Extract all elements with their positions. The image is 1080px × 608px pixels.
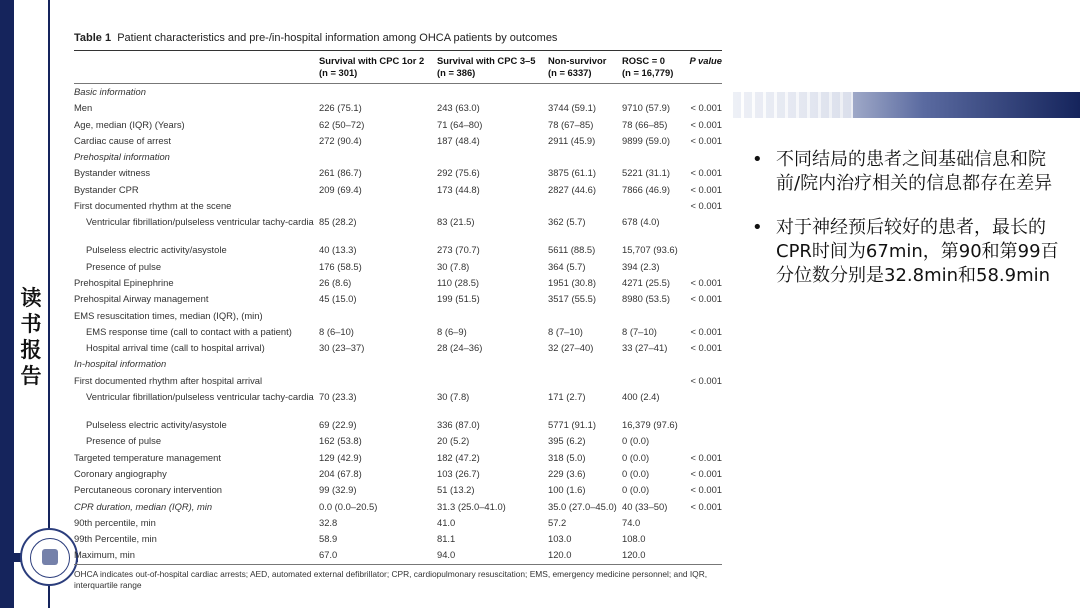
table-row — [74, 275, 722, 291]
table-cell: < 0.001 — [690, 118, 722, 130]
table-cell — [684, 417, 722, 433]
row-label: Presence of pulse — [86, 435, 162, 447]
left-divider-line — [48, 0, 50, 608]
bullet-item — [748, 216, 1068, 288]
table-cell: 129 (42.9) — [319, 451, 362, 463]
row-label: First documented rhythm after hospital arrival — [74, 374, 263, 386]
row-label: Men — [74, 102, 93, 114]
table-cell: 171 (2.7) — [548, 391, 586, 403]
bullet-dot-icon: • — [752, 217, 763, 238]
table-cell: 41.0 — [437, 516, 456, 528]
table-cell: < 0.001 — [690, 102, 722, 114]
table-cell: < 0.001 — [690, 134, 722, 146]
table-cell — [684, 391, 722, 417]
bullet-dot-icon: • — [752, 149, 763, 170]
table-cell — [684, 433, 722, 449]
table-cell: < 0.001 — [690, 183, 722, 195]
table-row — [74, 433, 722, 449]
table-cell: 4271 (25.5) — [622, 276, 670, 288]
table-title-text: Patient characteristics and pre-/in-hospital information among OHCA patients by outcomes — [117, 32, 558, 44]
table-cell: 678 (4.0) — [622, 216, 660, 228]
table-row — [74, 356, 722, 372]
table-cell — [548, 149, 622, 165]
table-cell — [437, 198, 548, 214]
table-cell: 58.9 — [319, 533, 338, 545]
table-cell — [548, 356, 622, 372]
table-cell: 32.8 — [319, 516, 338, 528]
row-label: Bystander witness — [74, 167, 151, 179]
column-header-line1: ROSC = 0 — [622, 55, 665, 66]
table-cell: 173 (44.8) — [437, 183, 480, 195]
table-row — [74, 165, 722, 181]
row-label: Coronary angiography — [74, 467, 167, 479]
table-cell: 0 (0.0) — [622, 435, 650, 447]
table-row — [74, 450, 722, 466]
table-cell — [437, 84, 548, 100]
table-cell — [319, 84, 437, 100]
table-cell: 8 (7–10) — [622, 325, 657, 337]
table-row — [74, 182, 722, 198]
row-label: Prehospital Airway management — [74, 293, 209, 305]
column-header-line2: (n = 386) — [437, 67, 476, 78]
table-row — [74, 198, 722, 214]
column-header-line2: (n = 6337) — [548, 67, 592, 78]
table-cell: < 0.001 — [690, 200, 722, 212]
table-title-label: Table 1 — [74, 32, 112, 44]
row-label: Pulseless electric activity/asystole — [86, 244, 227, 256]
table-cell: 7866 (46.9) — [622, 183, 670, 195]
table-cell: 110 (28.5) — [437, 276, 480, 288]
table-cell: 395 (6.2) — [548, 435, 586, 447]
table-cell: 0.0 (0.0–20.5) — [319, 500, 378, 512]
table-cell: 103 (26.7) — [437, 467, 480, 479]
table-cell: 74.0 — [622, 516, 641, 528]
table-row — [74, 84, 722, 100]
table-row — [74, 466, 722, 482]
table-cell — [437, 308, 548, 324]
table-cell — [319, 308, 437, 324]
table-cell: 2911 (45.9) — [548, 134, 596, 146]
table-cell: < 0.001 — [690, 374, 722, 386]
table-cell: 229 (3.6) — [548, 467, 586, 479]
decorative-gradient-band — [733, 92, 1080, 118]
table-row — [74, 242, 722, 258]
table-cell — [548, 198, 622, 214]
table-cell: < 0.001 — [690, 484, 722, 496]
column-header — [74, 55, 319, 79]
table-cell: 35.0 (27.0–45.0) — [548, 500, 617, 512]
table-row — [74, 482, 722, 498]
university-emblem-icon — [20, 528, 78, 586]
table-cell — [622, 198, 684, 214]
table-cell: 99 (32.9) — [319, 484, 357, 496]
table-row — [74, 373, 722, 389]
table-body — [74, 84, 722, 564]
side-label-char: 报 — [20, 337, 42, 362]
table-cell — [548, 308, 622, 324]
table-cell: 62 (50–72) — [319, 118, 365, 130]
row-label: Presence of pulse — [86, 260, 162, 272]
table-cell: 1951 (30.8) — [548, 276, 596, 288]
table-title — [74, 32, 722, 44]
row-label: Ventricular fibrillation/pulseless ventricular tachy-cardia — [86, 216, 314, 228]
row-label: EMS resuscitation times, median (IQR), (min) — [74, 309, 263, 321]
table-cell: 394 (2.3) — [622, 260, 660, 272]
emblem-core — [42, 549, 58, 565]
table-cell — [319, 149, 437, 165]
side-label-char: 书 — [20, 311, 42, 336]
table-row — [74, 149, 722, 165]
table-row — [74, 531, 722, 547]
patient-characteristics-table — [74, 32, 722, 591]
table-row — [74, 340, 722, 356]
table-row — [74, 417, 722, 433]
table-row — [74, 214, 722, 242]
table-cell: 40 (13.3) — [319, 244, 357, 256]
table-cell: < 0.001 — [690, 325, 722, 337]
row-label: Cardiac cause of arrest — [74, 134, 171, 146]
row-label: Ventricular fibrillation/pulseless ventricular tachy-cardia — [86, 391, 314, 403]
table-cell: 70 (23.3) — [319, 391, 357, 403]
table-cell: 9899 (59.0) — [622, 134, 670, 146]
column-header — [319, 55, 437, 79]
table-row — [74, 547, 722, 563]
table-cell: 28 (24–36) — [437, 342, 483, 354]
table-cell: < 0.001 — [690, 451, 722, 463]
row-label: Bystander CPR — [74, 183, 139, 195]
table-cell: < 0.001 — [690, 467, 722, 479]
table-cell: 5771 (91.1) — [548, 419, 596, 431]
table-cell — [548, 84, 622, 100]
row-label: Maximum, min — [74, 549, 135, 561]
bullet-item — [748, 148, 1068, 196]
row-label: Hospital arrival time (call to hospital arrival) — [86, 342, 265, 354]
table-cell: 8 (7–10) — [548, 325, 583, 337]
table-cell: 40 (33–50) — [622, 500, 668, 512]
row-label: Basic information — [74, 86, 146, 97]
table-cell: 26 (8.6) — [319, 276, 352, 288]
table-row — [74, 291, 722, 307]
table-cell: 3744 (59.1) — [548, 102, 596, 114]
column-header-line2: (n = 301) — [319, 67, 358, 78]
left-navy-stripe — [0, 0, 14, 608]
table-cell: 67.0 — [319, 549, 338, 561]
table-cell: 362 (5.7) — [548, 216, 586, 228]
emblem-ring — [30, 538, 70, 578]
table-row — [74, 515, 722, 531]
row-label: Prehospital information — [74, 151, 170, 163]
table-cell: 318 (5.0) — [548, 451, 586, 463]
table-cell: 32 (27–40) — [548, 342, 594, 354]
row-label: Pulseless electric activity/asystole — [86, 419, 227, 431]
table-row — [74, 133, 722, 149]
table-cell: 2827 (44.6) — [548, 183, 596, 195]
table-cell: 78 (67–85) — [548, 118, 594, 130]
bullet-text: 不同结局的患者之间基础信息和院前/院内治疗相关的信息都存在差异 — [776, 149, 1053, 194]
table-cell: 272 (90.4) — [319, 134, 362, 146]
table-cell: 9710 (57.9) — [622, 102, 670, 114]
table-row — [74, 117, 722, 133]
table-cell: 94.0 — [437, 549, 456, 561]
table-cell: < 0.001 — [690, 500, 722, 512]
table-cell: 81.1 — [437, 533, 456, 545]
column-header-line2: (n = 16,779) — [622, 67, 674, 78]
table-cell: 162 (53.8) — [319, 435, 362, 447]
table-cell — [622, 149, 684, 165]
table-cell — [319, 198, 437, 214]
table-cell: < 0.001 — [690, 342, 722, 354]
table-cell: 204 (67.8) — [319, 467, 362, 479]
table-cell: 5221 (31.1) — [622, 167, 670, 179]
table-cell — [622, 84, 684, 100]
table-cell: 15,707 (93.6) — [622, 244, 678, 256]
side-label — [14, 285, 48, 389]
table-cell: 292 (75.6) — [437, 167, 480, 179]
table-cell — [622, 373, 684, 389]
table-cell: 16,379 (97.6) — [622, 419, 678, 431]
table-cell: 261 (86.7) — [319, 167, 362, 179]
table-cell: 0 (0.0) — [622, 451, 650, 463]
column-header-line1: Survival with CPC 1or 2 — [319, 55, 425, 66]
table-cell: 199 (51.5) — [437, 293, 480, 305]
table-cell — [684, 84, 722, 100]
table-cell: 57.2 — [548, 516, 567, 528]
table-cell — [622, 356, 684, 372]
table-cell — [684, 531, 722, 547]
row-label: EMS response time (call to contact with a patient) — [86, 325, 292, 337]
table-cell: 209 (69.4) — [319, 183, 362, 195]
table-cell: 33 (27–41) — [622, 342, 668, 354]
row-label: Age, median (IQR) (Years) — [74, 118, 185, 130]
table-footnote: OHCA indicates out-of-hospital cardiac arrests; AED, automated external defibrillator; CPR, cardiopulmonary resuscitation; EMS, emergency medicine personnel; and IQR, interquartile range — [74, 568, 708, 590]
table-cell: 3517 (55.5) — [548, 293, 596, 305]
table-cell: 0 (0.0) — [622, 467, 650, 479]
table-cell — [319, 373, 437, 389]
row-label: Targeted temperature management — [74, 451, 221, 463]
table-cell: 243 (63.0) — [437, 102, 480, 114]
table-cell: 100 (1.6) — [548, 484, 586, 496]
table-cell: 30 (23–37) — [319, 342, 365, 354]
table-cell: 31.3 (25.0–41.0) — [437, 500, 506, 512]
column-header-line1: P value — [689, 55, 722, 66]
table-cell: < 0.001 — [690, 167, 722, 179]
table-cell — [548, 373, 622, 389]
table-cell — [437, 149, 548, 165]
row-label: In-hospital information — [74, 358, 167, 370]
table-cell: 51 (13.2) — [437, 484, 475, 496]
table-row — [74, 389, 722, 417]
table-cell: 176 (58.5) — [319, 260, 362, 272]
table-cell: 187 (48.4) — [437, 134, 480, 146]
row-label: Percutaneous coronary intervention — [74, 484, 223, 496]
table-cell — [684, 216, 722, 242]
table-cell — [684, 149, 722, 165]
table-cell: 0 (0.0) — [622, 484, 650, 496]
row-label: 90th percentile, min — [74, 516, 156, 528]
row-label: 99th Percentile, min — [74, 533, 157, 545]
table-cell: 8 (6–10) — [319, 325, 354, 337]
table-cell: 364 (5.7) — [548, 260, 586, 272]
table-cell — [319, 356, 437, 372]
table-cell — [437, 356, 548, 372]
table-row — [74, 308, 722, 324]
table-cell — [622, 308, 684, 324]
row-label: First documented rhythm at the scene — [74, 200, 232, 212]
table-cell — [684, 259, 722, 275]
table-cell: 273 (70.7) — [437, 244, 480, 256]
side-label-char: 告 — [20, 363, 42, 388]
column-header — [622, 55, 684, 79]
row-label: Prehospital Epinephrine — [74, 276, 174, 288]
table-row — [74, 499, 722, 515]
column-header — [437, 55, 548, 79]
table-cell — [437, 373, 548, 389]
table-cell: 30 (7.8) — [437, 391, 470, 403]
table-cell: 120.0 — [548, 549, 572, 561]
table-cell: 336 (87.0) — [437, 419, 480, 431]
column-header-line1: Survival with CPC 3–5 — [437, 55, 536, 66]
table-cell: 30 (7.8) — [437, 260, 470, 272]
table-row — [74, 324, 722, 340]
summary-bullets — [748, 148, 1068, 308]
table-cell: 78 (66–85) — [622, 118, 668, 130]
table-cell — [684, 308, 722, 324]
table-cell — [684, 242, 722, 258]
table-cell: 3875 (61.1) — [548, 167, 596, 179]
table-cell: 45 (15.0) — [319, 293, 357, 305]
table-cell — [684, 356, 722, 372]
table-cell — [684, 547, 722, 563]
table-cell: 226 (75.1) — [319, 102, 362, 114]
column-header — [548, 55, 622, 79]
table-cell: 400 (2.4) — [622, 391, 660, 403]
table-row — [74, 100, 722, 116]
table-cell: 5611 (88.5) — [548, 244, 596, 256]
bullet-text: 对于神经预后较好的患者，最长的CPR时间为67min，第90和第99百分位数分别是32.8min和58.9min — [776, 217, 1059, 286]
table-cell: 8980 (53.5) — [622, 293, 670, 305]
table-row — [74, 259, 722, 275]
table-cell — [684, 515, 722, 531]
table-cell: 69 (22.9) — [319, 419, 357, 431]
side-label-char: 读 — [20, 285, 42, 310]
table-cell: 85 (28.2) — [319, 216, 357, 228]
table-cell: 103.0 — [548, 533, 572, 545]
table-header-row — [74, 51, 722, 83]
table-cell: 71 (64–80) — [437, 118, 483, 130]
table-cell: 83 (21.5) — [437, 216, 475, 228]
table-cell: 108.0 — [622, 533, 646, 545]
table-cell: < 0.001 — [690, 276, 722, 288]
table-cell: 8 (6–9) — [437, 325, 467, 337]
table-cell: 182 (47.2) — [437, 451, 480, 463]
column-header-line1: Non-survivor — [548, 55, 607, 66]
table-cell: < 0.001 — [690, 293, 722, 305]
table-cell: 120.0 — [622, 549, 646, 561]
row-label: CPR duration, median (IQR), min — [74, 500, 213, 512]
column-header — [684, 55, 722, 79]
table-cell: 20 (5.2) — [437, 435, 470, 447]
